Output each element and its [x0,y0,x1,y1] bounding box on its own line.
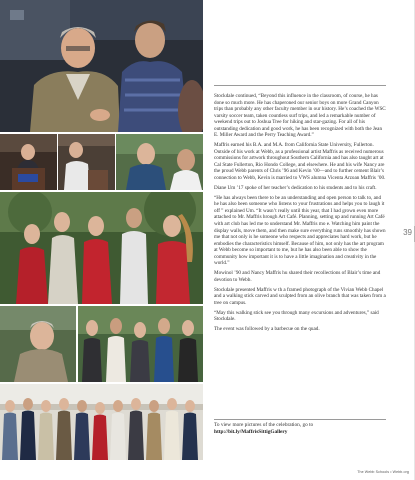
article-paragraph: Stockdale presented Maffris w th a framed photograph of the Vivian Webb Chapel and a walking stick carved and sculpted from an olive branch that was taken from a tree on campus. [214,286,386,306]
note-divider [214,419,386,420]
article-top-divider [214,85,386,86]
photo-students-group [78,306,203,382]
photo-collage [0,0,203,480]
article-paragraph: Stockdale continued, “Beyond this influence in the classroom, of course, he has done so much more. He has chaperoned our senior boys on more Grand Canyon trips than probably any other faculty member in our history. He’s coached the WSC varsity soccer team, taken countless surf trips, and led a remarkable number of weekend trips out to Joshua Tree for hiking and star-gazing. For all of his outstanding dedication and good work, he has been recognized with both the Jean E. Miller Award and the Perry Teaching Award.” [214,93,386,139]
gallery-note [214,422,386,436]
article-paragraph: “May this walking stick see you through many excursions and adventures,” said Stockdale. [214,309,379,323]
photo-older-man-seated [0,306,76,382]
article-paragraph: The event was followed by a barbecue on the quad. [214,326,320,333]
magazine-footer: The Webb Schools • Webb.org [357,470,409,474]
photo-two-men-seated [0,0,203,132]
gallery-note-text: To view more pictures of the celebration, go to [214,422,314,428]
article-paragraph: Mowinol ’90 and Nancy Maffris hu shared their recollections of Blair’s time and devotion to Webb. [214,270,381,283]
photo-man-in-crowd [116,134,203,190]
gallery-link[interactable]: http://bit.ly/MaffrisSittigGallery [214,429,288,435]
article-paragraph: Maffris earned his B.A. and M.A. from California State University, Fullerton. Outside of his work at Webb, as a professional artist Maffris as received numerous commissions for artwork throughout Southern California and has also taught art at Cal State Fullerton, Rio Hondo College, and elsewhere. He and his wife Nancy are the proud Webb parents of Chris ’96 and Kevin ’00—and to further cement Blair’s connection to Webb, Kevin is married to VWS alumna Vicenta Arzoan Maffris ’00. [214,142,386,181]
page-number: 39 [403,228,412,237]
photo-man-speaking [58,134,115,190]
photo-family-group [0,192,203,304]
article-paragraph: Diane Um ’17 spoke of her teacher’s dedication to his students and to his craft. [214,184,377,191]
photo-large-group [0,384,203,460]
photo-speaker-podium [0,134,57,190]
article-body [214,93,386,336]
article-paragraph: “He has always been there to be an understanding and open person to talk to, and he has also been someone who listens to your frustrations and helps you to laugh it off ” explained Um. “It wasn’t really until this year, that I had grown even more attached to Mr. Maffris hrough Art Café. Planning, setting up and running Art Café with art club has led me to understand Mr. Maffris mo e. Watching him paint the display walls, move them, and then make sure everything runs smoothly has shown me that not only is he someone who respects and appreciates hard work, but he embodies the characteristics himself. Because of him, not only has the art program at Webb become so important to me, but he has also been able to show the community how important it is to have a little imagination and creativity in the world.” [214,194,386,267]
